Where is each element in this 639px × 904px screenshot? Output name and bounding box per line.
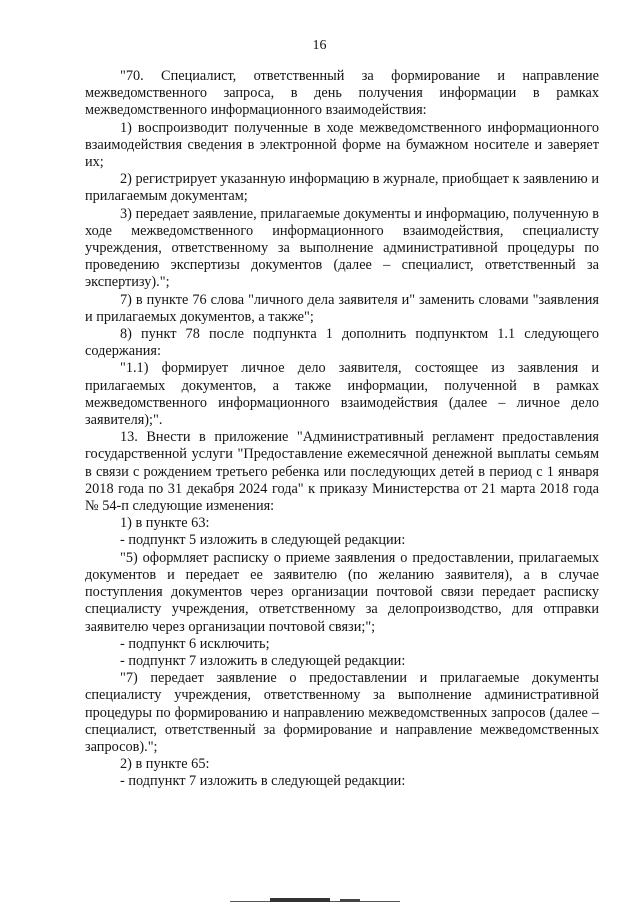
paragraph-point-63: 1) в пункте 63:: [120, 515, 210, 532]
paragraph-point-65: 2) в пункте 65:: [120, 756, 210, 773]
paragraph-subpoint-5-header: - подпункт 5 изложить в следующей редакции:: [120, 532, 406, 549]
paragraph-subpoint-7-text: "7) передает заявление о предоставлении и прилагаемые документы специалисту учреждения, ответственному за выполнение административной процедуры по формированию и направлению межведомственных запросов (далее – специалист, ответственный за формирование и направление межведомственных запросов).";: [85, 670, 599, 755]
paragraph-amendment-7: 7) в пункте 76 слова "личного дела заявителя и" заменить словами "заявления и прилагаемых документов, а также";: [85, 291, 599, 325]
paragraph-subpoint-5-text: "5) оформляет расписку о приеме заявления о предоставлении, прилагаемых документов и передает ее заявителю (по желанию заявителя), а в случае поступления документов через организации почтовой связи передает расписку специалисту учреждения, ответственному за делопроизводство, для отправки заявителю через организации почтовой связи;";: [85, 549, 599, 635]
paragraph-subpoint-6: - подпункт 6 исключить;: [120, 635, 270, 652]
page-number: 16: [312, 38, 327, 53]
paragraph-subpoint-7-header: - подпункт 7 изложить в следующей редакции:: [120, 652, 406, 669]
paragraph-amendment-8: 8) пункт 78 после подпункта 1 дополнить подпунктом 1.1 следующего содержания:: [85, 326, 599, 360]
paragraph-section-13: 13. Внести в приложение "Административный регламент предоставления государственной услуги "Предоставление ежемесячной денежной выплаты семьям в связи с рождением третьего ребенка или последующих детей в период с 1 января 2018 года по 31 декабря 2024 года" к приказу Министерства от 21 марта 2018 года № 54-п следующие изменения:: [85, 429, 599, 515]
paragraph-item-70-intro: "70. Специалист, ответственный за формирование и направление межведомственного запроса, в день получения информации в рамках межведомственного информационного взаимодействия:: [85, 68, 599, 119]
paragraph-point-65-subpoint-7: - подпункт 7 изложить в следующей редакции:: [120, 773, 406, 790]
document-body: [85, 68, 599, 791]
paragraph-subitem-1: 1) воспроизводит полученные в ходе межведомственного информационного взаимодействия сведения в электронной форме на бумажном носителе и заверяет их;: [85, 119, 599, 171]
paragraph-subitem-1-1: "1.1) формирует личное дело заявителя, состоящее из заявления и прилагаемых документов, а также информации, полученной в рамках межведомственного информационного взаимодействия (далее – личное дело заявителя);".: [85, 360, 599, 429]
paragraph-subitem-2: 2) регистрирует указанную информацию в журнале, приобщает к заявлению и прилагаемым документам;: [85, 171, 599, 205]
scan-artifact: [230, 896, 400, 904]
paragraph-subitem-3: 3) передает заявление, прилагаемые документы и информацию, полученную в ходе межведомственного информационного взаимодействия, специалисту учреждения, ответственному за выполнение административной процедуры по проведению экспертизы документов (далее – специалист, ответственный за экспертизу).";: [85, 205, 599, 291]
